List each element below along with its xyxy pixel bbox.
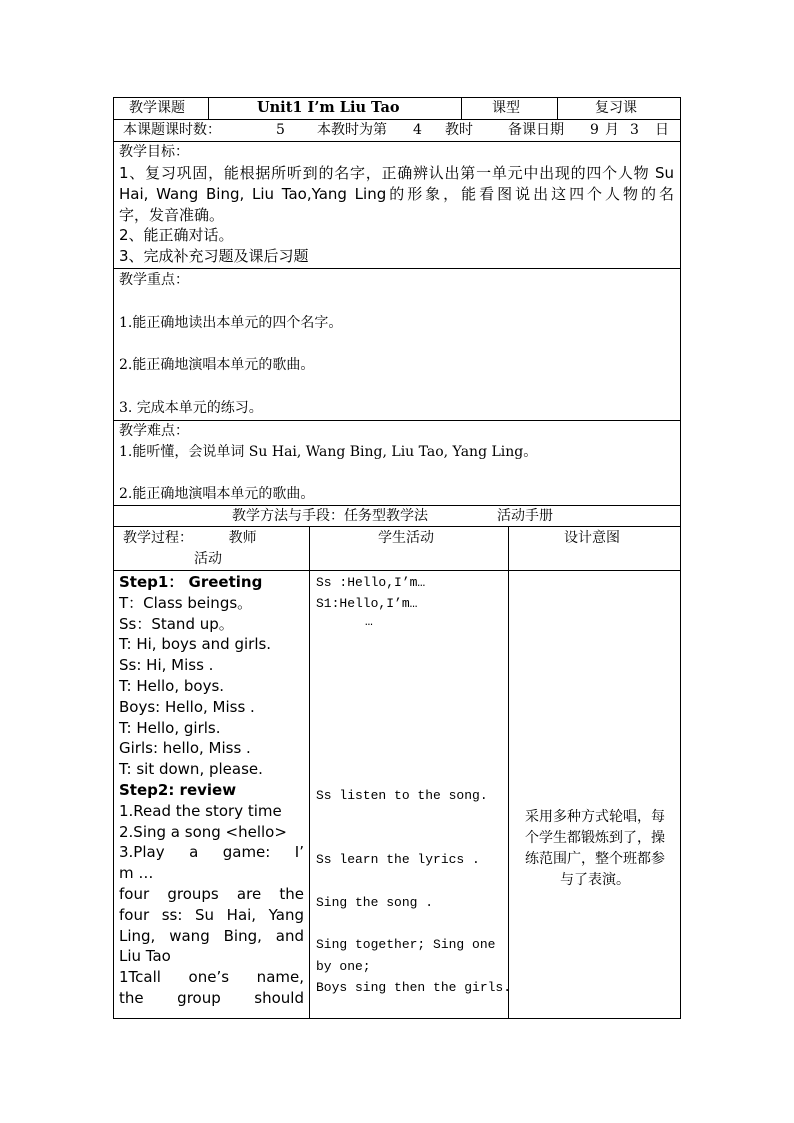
objectives-text xyxy=(119,163,674,267)
teacher-line: T: Hello, girls. xyxy=(119,718,221,737)
hours-value: 5 xyxy=(276,122,285,138)
teacher-line: four groups are the xyxy=(119,884,304,903)
difficulties-title: 教学难点： xyxy=(119,423,189,439)
teacher-line: the group should xyxy=(119,988,304,1007)
student-listen: Ss listen to the song. xyxy=(316,788,488,803)
hour-unit: 教时 xyxy=(445,122,473,138)
course-type-label: 课型 xyxy=(492,100,520,116)
student-learn: Ss learn the lyrics . xyxy=(316,852,480,867)
objective-line: 1、复习巩固，能根据所听到的名字，正确辨认出第一单元中出现的四个人物 Su xyxy=(119,164,674,182)
student-together: Sing together; Sing one xyxy=(316,937,496,952)
student-together: by one; xyxy=(316,959,371,974)
objective-line: 2、能正确对话。 xyxy=(119,226,234,245)
col-divider xyxy=(208,97,209,119)
prep-date-label: 备课日期 xyxy=(508,122,564,138)
row-divider xyxy=(113,570,681,571)
step1-heading: Step1： Greeting xyxy=(119,573,263,591)
design-intent xyxy=(514,807,676,891)
table-border-bottom xyxy=(113,1018,681,1019)
process-header-col1: 教学过程： 教师 xyxy=(123,530,257,546)
design-line: 个学生都锻炼到了，操 xyxy=(525,830,665,846)
col-divider xyxy=(508,526,509,1019)
objective-line: 3、完成补充习题及课后习题 xyxy=(119,247,309,266)
teacher-activity xyxy=(119,572,304,1009)
methods-extra: 活动手册 xyxy=(497,508,553,524)
course-title-label: 教学课题 xyxy=(129,100,185,116)
process-header-col2: 学生活动 xyxy=(378,530,434,546)
col-divider xyxy=(461,97,462,119)
teacher-line: Ss：Stand up。 xyxy=(119,614,234,633)
prep-month: 9 xyxy=(590,122,599,138)
teacher-line: Liu Tao xyxy=(119,947,171,966)
objectives-title: 教学目标： xyxy=(119,144,189,160)
teacher-line: four ss: Su Hai, Yang xyxy=(119,905,304,924)
design-line: 与了表演。 xyxy=(560,872,630,888)
teacher-line: T: Hello, boys. xyxy=(119,676,225,695)
this-hour-label: 本教时为第 xyxy=(317,122,387,138)
row-divider xyxy=(113,526,681,527)
teacher-line: Girls: hello, Miss . xyxy=(119,739,251,758)
student-line: S1:Hello,I’m… xyxy=(316,596,418,611)
key-point-item: 2.能正确地演唱本单元的歌曲。 xyxy=(119,357,315,373)
row-divider xyxy=(113,420,681,421)
teacher-line: Ling, wang Bing, and xyxy=(119,926,304,945)
design-line: 采用多种方式轮唱，每 xyxy=(525,809,665,825)
key-point-item: 3. 完成本单元的练习。 xyxy=(119,400,263,416)
process-header-col3: 设计意图 xyxy=(564,530,620,546)
design-line: 练范围广，整个班都参 xyxy=(525,851,665,867)
prep-day: 3 xyxy=(630,122,639,138)
student-sing: Sing the song . xyxy=(316,895,434,910)
teacher-line: 1.Read the story time xyxy=(119,801,282,820)
teacher-line: Ss: Hi, Miss . xyxy=(119,656,214,675)
teacher-line: 1Tcall one’s name, xyxy=(119,968,304,987)
table-border-left xyxy=(113,97,114,1019)
teacher-line: T: Hi, boys and girls. xyxy=(119,635,272,654)
methods-label: 教学方法与手段：任务型教学法 xyxy=(232,508,428,524)
teacher-line: Boys: Hello, Miss . xyxy=(119,697,255,716)
step2-heading: Step2: review xyxy=(119,780,237,799)
student-boys: Boys sing then the girls. xyxy=(316,980,512,995)
teacher-line: T：Class beings。 xyxy=(119,593,253,612)
key-points-title: 教学重点： xyxy=(119,272,189,288)
teacher-line: T: sit down, please. xyxy=(119,760,263,779)
objective-line: Hai, Wang Bing, Liu Tao,Yang Ling的形象，能看图说出这四个人物的名 xyxy=(119,184,674,203)
prep-day-unit: 日 xyxy=(655,122,669,138)
student-line: … xyxy=(365,614,373,629)
difficulty-item: 2.能正确地演唱本单元的歌曲。 xyxy=(119,486,315,502)
student-line: Ss :Hello,I’m… xyxy=(316,575,426,590)
hours-label: 本课题课时数： xyxy=(123,122,221,138)
prep-month-unit: 月 xyxy=(605,122,619,138)
teacher-line: 2.Sing a song <hello> xyxy=(119,822,287,841)
this-hour-value: 4 xyxy=(413,122,422,138)
course-type-value: 复习课 xyxy=(595,100,637,116)
table-border-right xyxy=(680,97,681,1019)
col-divider xyxy=(557,97,558,119)
col-divider xyxy=(309,526,310,1019)
row-divider xyxy=(113,141,681,142)
course-title: Unit1 I’m Liu Tao xyxy=(257,99,400,116)
objective-line: 字，发音准确。 xyxy=(119,205,225,224)
row-divider xyxy=(113,268,681,269)
key-point-item: 1.能正确地读出本单元的四个名字。 xyxy=(119,315,343,331)
teacher-line: m … xyxy=(119,864,154,883)
teacher-line: 3.Play a game: I’ xyxy=(119,843,304,862)
process-header-col1-sub: 活动 xyxy=(194,551,222,567)
difficulty-item: 1.能听懂，会说单词 Su Hai, Wang Bing, Liu Tao, Yang Ling。 xyxy=(119,444,538,460)
